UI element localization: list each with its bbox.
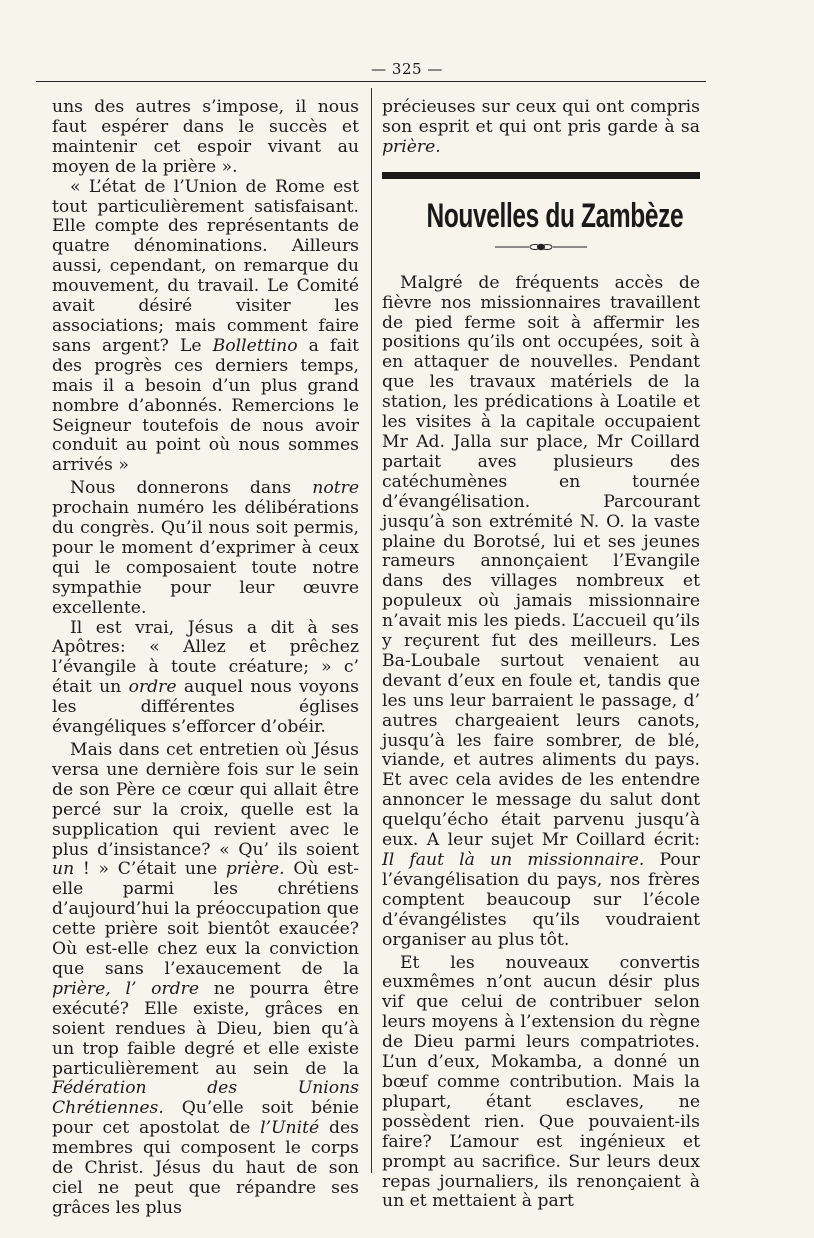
paragraph: Il est vrai, Jésus a dit à ses Apôtres: « Allez et prêchez l’évangile à toute créature; » c’ était un ordre auquel nous voyons les différentes églises évangéliques s’efforcer d’obéir. bbox=[52, 617, 360, 738]
right-column bbox=[382, 98, 700, 1212]
column-divider bbox=[371, 88, 372, 1173]
paragraph: Nous donnerons dans notre prochain numéro les délibérations du congrès. Qu’il nous soit permis, pour le moment d’exprimer à ceux qui le composaient toute notre sympathie pour leur œuvre excellente. bbox=[52, 478, 359, 618]
paragraph: Et les nouveaux convertis euxmêmes n’ont aucun désir plus vif que celui de contribuer selon leurs moyens à l’extension du règne de Dieu parmi leurs compatriotes. L’un d’eux, Mokamba, a donné un bœuf comme contribution. Mais la plupart, étant esclaves, ne possèdent rien. Que pouvaient-ils faire? L’amour est ingénieux et prompt au sacrifice. Sur leurs deux repas journaliers, ils renonçaient à un et mettaient à part bbox=[382, 952, 700, 1212]
page-number: — 325 — bbox=[371, 60, 443, 78]
paragraph: uns des autres s’impose, il nous faut espérer dans le succès et maintenir cet espoir vivant au moyen de la prière ». bbox=[52, 97, 359, 177]
ornament-icon bbox=[493, 242, 589, 252]
left-column bbox=[52, 98, 359, 1219]
paragraph: précieuses sur ceux qui ont compris son esprit et qui ont pris garde à sa prière. bbox=[382, 97, 700, 157]
header-rule bbox=[36, 81, 706, 82]
paragraph: Mais dans cet entretien où Jésus versa une dernière fois sur le sein de son Père ce cœur qui allait être percé sur la croix, quelle est la supplication qui revient avec le plus d’insistance? « Qu’ ils soient un ! » C’était une prière. Où est-elle parmi les chrétiens d’aujourd’hui la préoccupation que cette prière soit bientôt exaucée? Où est-elle chez eux la conviction que sans l’exaucement de la prière, l’ ordre ne pourra être exécuté? Elle existe, grâces en soient rendues à Dieu, bien qu’à un trop faible degré et elle existe particulièrement au sein de la Fédération des Unions Chrétiennes. Qu’elle soit bénie pour cet apostolat de l’Unité des membres qui composent le corps de Christ. Jésus du haut de son ciel ne peut que répandre ses grâces les plus bbox=[52, 740, 359, 1218]
section-rule bbox=[382, 172, 700, 179]
paragraph: Malgré de fréquents accès de fièvre nos missionnaires travaillent de pied ferme soit à affermir les positions qu’ils ont occupées, soit à en attaquer de nouvelles. Pendant que les travaux matériels de la station, les prédications à Loatile et les visites à la capitale occupaient Mr Ad. Jalla sur place, Mr Coillard partait aves plusieurs des catéchumènes en tournée d’évangélisation. Parcourant jusqu’à son extrémité N. O. la vaste plaine du Borotsé, lui et ses jeunes rameurs annonçaient l’Evangile dans des villages nombreux et populeux où jamais missionnaire n’avait mis les pieds. L’accueil qu’ils y reçurent fut des meilleurs. Les Ba-Loubale surtout venaient au devant d’eux en foule et, tandis que les uns leur barraient le passage, d’ autres chargeaient leurs canots, jusqu’à les faire sombrer, de blé, viande, et autres aliments du pays. Et avec cela avides de les entendre annoncer le message du salut dont quelqu’écho était parvenu jusqu’à eux. A leur sujet Mr Coillard écrit: Il faut là un missionnaire. Pour l’évangélisation du pays, nos frères comptent beaucoup sur l’école d’évangélistes qu’ils voudraient organiser au plus tôt. bbox=[382, 272, 701, 950]
paragraph: « L’état de l’Union de Rome est tout particulièrement satisfaisant. Elle compte des représentants de quatre dénominations. Ailleurs aussi, cependant, on remarque du mouvement, du travail. Le Comité avait désiré visiter les associations; mais comment faire sans argent? Le Bollettino a fait des progrès ces derniers temps, mais il a besoin d’un plus grand nombre d’abonnés. Remercions le Seigneur toutefois de nous avoir conduit au point où nous sommes arrivés » bbox=[52, 176, 360, 476]
section-title: Nouvelles du Zambèze bbox=[426, 196, 684, 235]
